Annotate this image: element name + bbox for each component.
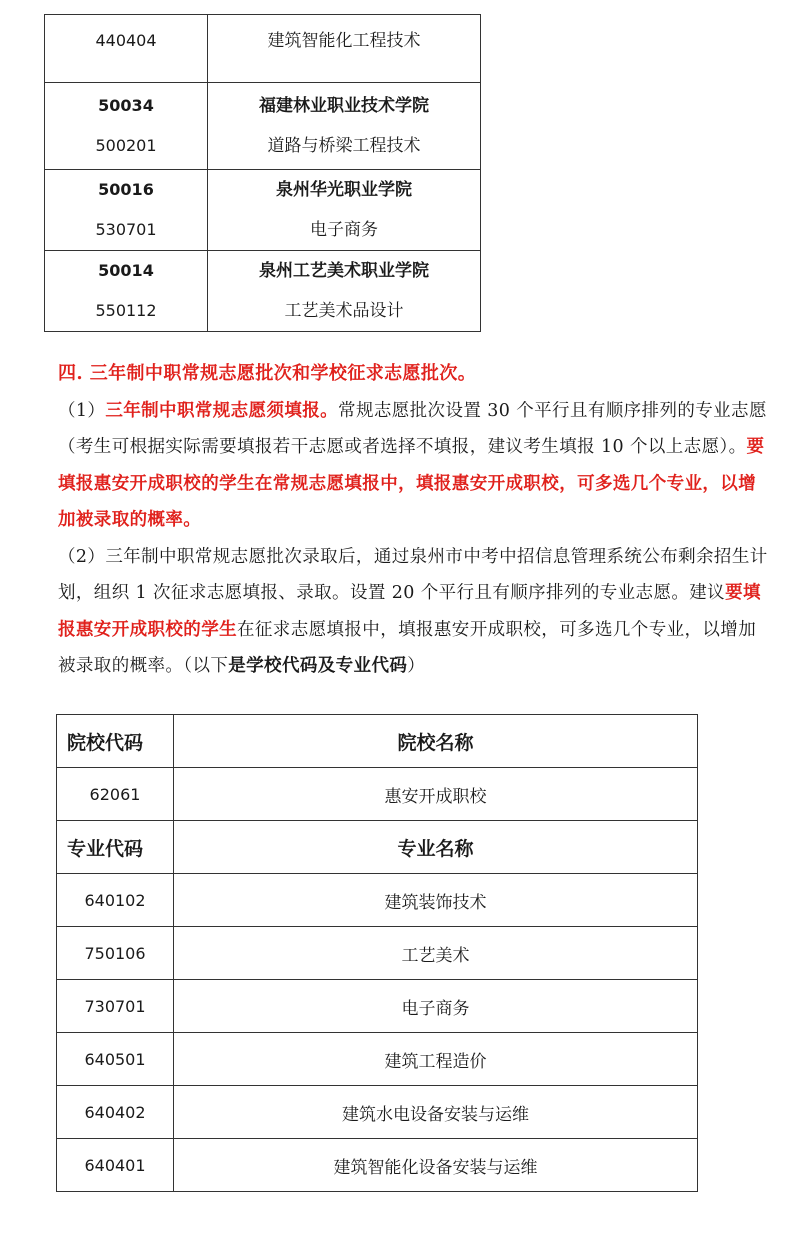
table-row <box>57 1033 698 1086</box>
major-code: 730701 <box>57 980 174 1033</box>
table-row <box>57 768 698 821</box>
para2-text-3: ） <box>407 656 426 676</box>
table-header-row <box>57 821 698 874</box>
top-major-table <box>44 14 481 332</box>
major-name: 电子商务 <box>174 980 698 1033</box>
school-code: 62061 <box>57 768 174 821</box>
para2-text-1: （2）三年制中职常规志愿批次录取后，通过泉州市中考中招信息管理系统公布剩余招生计划，组织 1 次征求志愿填报、录取。设置 20 个平行且有顺序排列的专业志愿。建议 <box>58 546 768 603</box>
para1-red-1: 三年制中职常规志愿须填报。 <box>105 400 339 421</box>
major-code: 530701 <box>95 220 157 239</box>
school-code: 50014 <box>98 261 154 280</box>
major-code: 640402 <box>57 1086 174 1139</box>
major-code: 440404 <box>95 31 157 50</box>
school-name: 福建林业职业技术学院 <box>259 96 429 116</box>
volunteer-batch-section <box>58 356 770 685</box>
school-name: 泉州华光职业学院 <box>276 180 412 200</box>
table-row <box>57 980 698 1033</box>
para2-red-1: 要填报惠安开成职校的学生 <box>58 583 761 640</box>
major-code: 640401 <box>57 1139 174 1192</box>
school-name-header: 院校名称 <box>174 715 698 768</box>
major-code-header: 专业代码 <box>57 821 174 874</box>
major-code: 500201 <box>95 136 157 155</box>
major-name: 建筑智能化设备安装与运维 <box>174 1139 698 1192</box>
table-row <box>45 170 481 251</box>
major-name: 工艺美术 <box>174 927 698 980</box>
table-row <box>57 1086 698 1139</box>
para1-prefix: （1） <box>58 400 106 421</box>
table-row <box>45 251 481 332</box>
major-code: 550112 <box>95 301 157 320</box>
major-name: 建筑智能化工程技术 <box>267 31 421 51</box>
major-name: 道路与桥梁工程技术 <box>267 136 421 156</box>
para2-text-2: 在征求志愿填报中，填报惠安开成职校，可多选几个专业，以增加被录取的概率。（以下 <box>58 619 757 676</box>
major-code: 750106 <box>57 927 174 980</box>
section-heading: 四. 三年制中职常规志愿批次和学校征求志愿批次。 <box>58 363 477 384</box>
school-name: 惠安开成职校 <box>174 768 698 821</box>
school-code-header: 院校代码 <box>57 715 174 768</box>
para1-red-2: 要填报惠安开成职校的学生在常规志愿填报中，填报惠安开成职校，可多选几个专业，以增加被录取的概率。 <box>58 437 765 530</box>
major-name: 建筑水电设备安装与运维 <box>174 1086 698 1139</box>
school-major-code-table <box>56 714 698 1192</box>
table-row <box>57 927 698 980</box>
school-code: 50016 <box>98 180 154 199</box>
table-row <box>45 83 481 170</box>
table-row <box>57 1139 698 1192</box>
major-name-header: 专业名称 <box>174 821 698 874</box>
paragraph-1 <box>58 393 770 539</box>
para2-bold-1: 是学校代码及专业代码 <box>228 656 408 676</box>
major-name: 工艺美术品设计 <box>284 301 404 321</box>
major-name: 建筑工程造价 <box>174 1033 698 1086</box>
major-name: 电子商务 <box>310 220 378 240</box>
major-name: 建筑装饰技术 <box>174 874 698 927</box>
table-row <box>45 15 481 83</box>
table-header-row <box>57 715 698 768</box>
major-code: 640102 <box>57 874 174 927</box>
school-code: 50034 <box>98 96 154 115</box>
paragraph-2 <box>58 539 770 685</box>
para1-text-1: 常规志愿批次设置 30 个平行且有顺序排列的专业志愿（考生可根据实际需要填报若干志愿或者选择不填报，建议考生填报 10 个以上志愿）。 <box>58 400 767 457</box>
table-row <box>57 874 698 927</box>
major-code: 640501 <box>57 1033 174 1086</box>
school-name: 泉州工艺美术职业学院 <box>259 261 429 281</box>
